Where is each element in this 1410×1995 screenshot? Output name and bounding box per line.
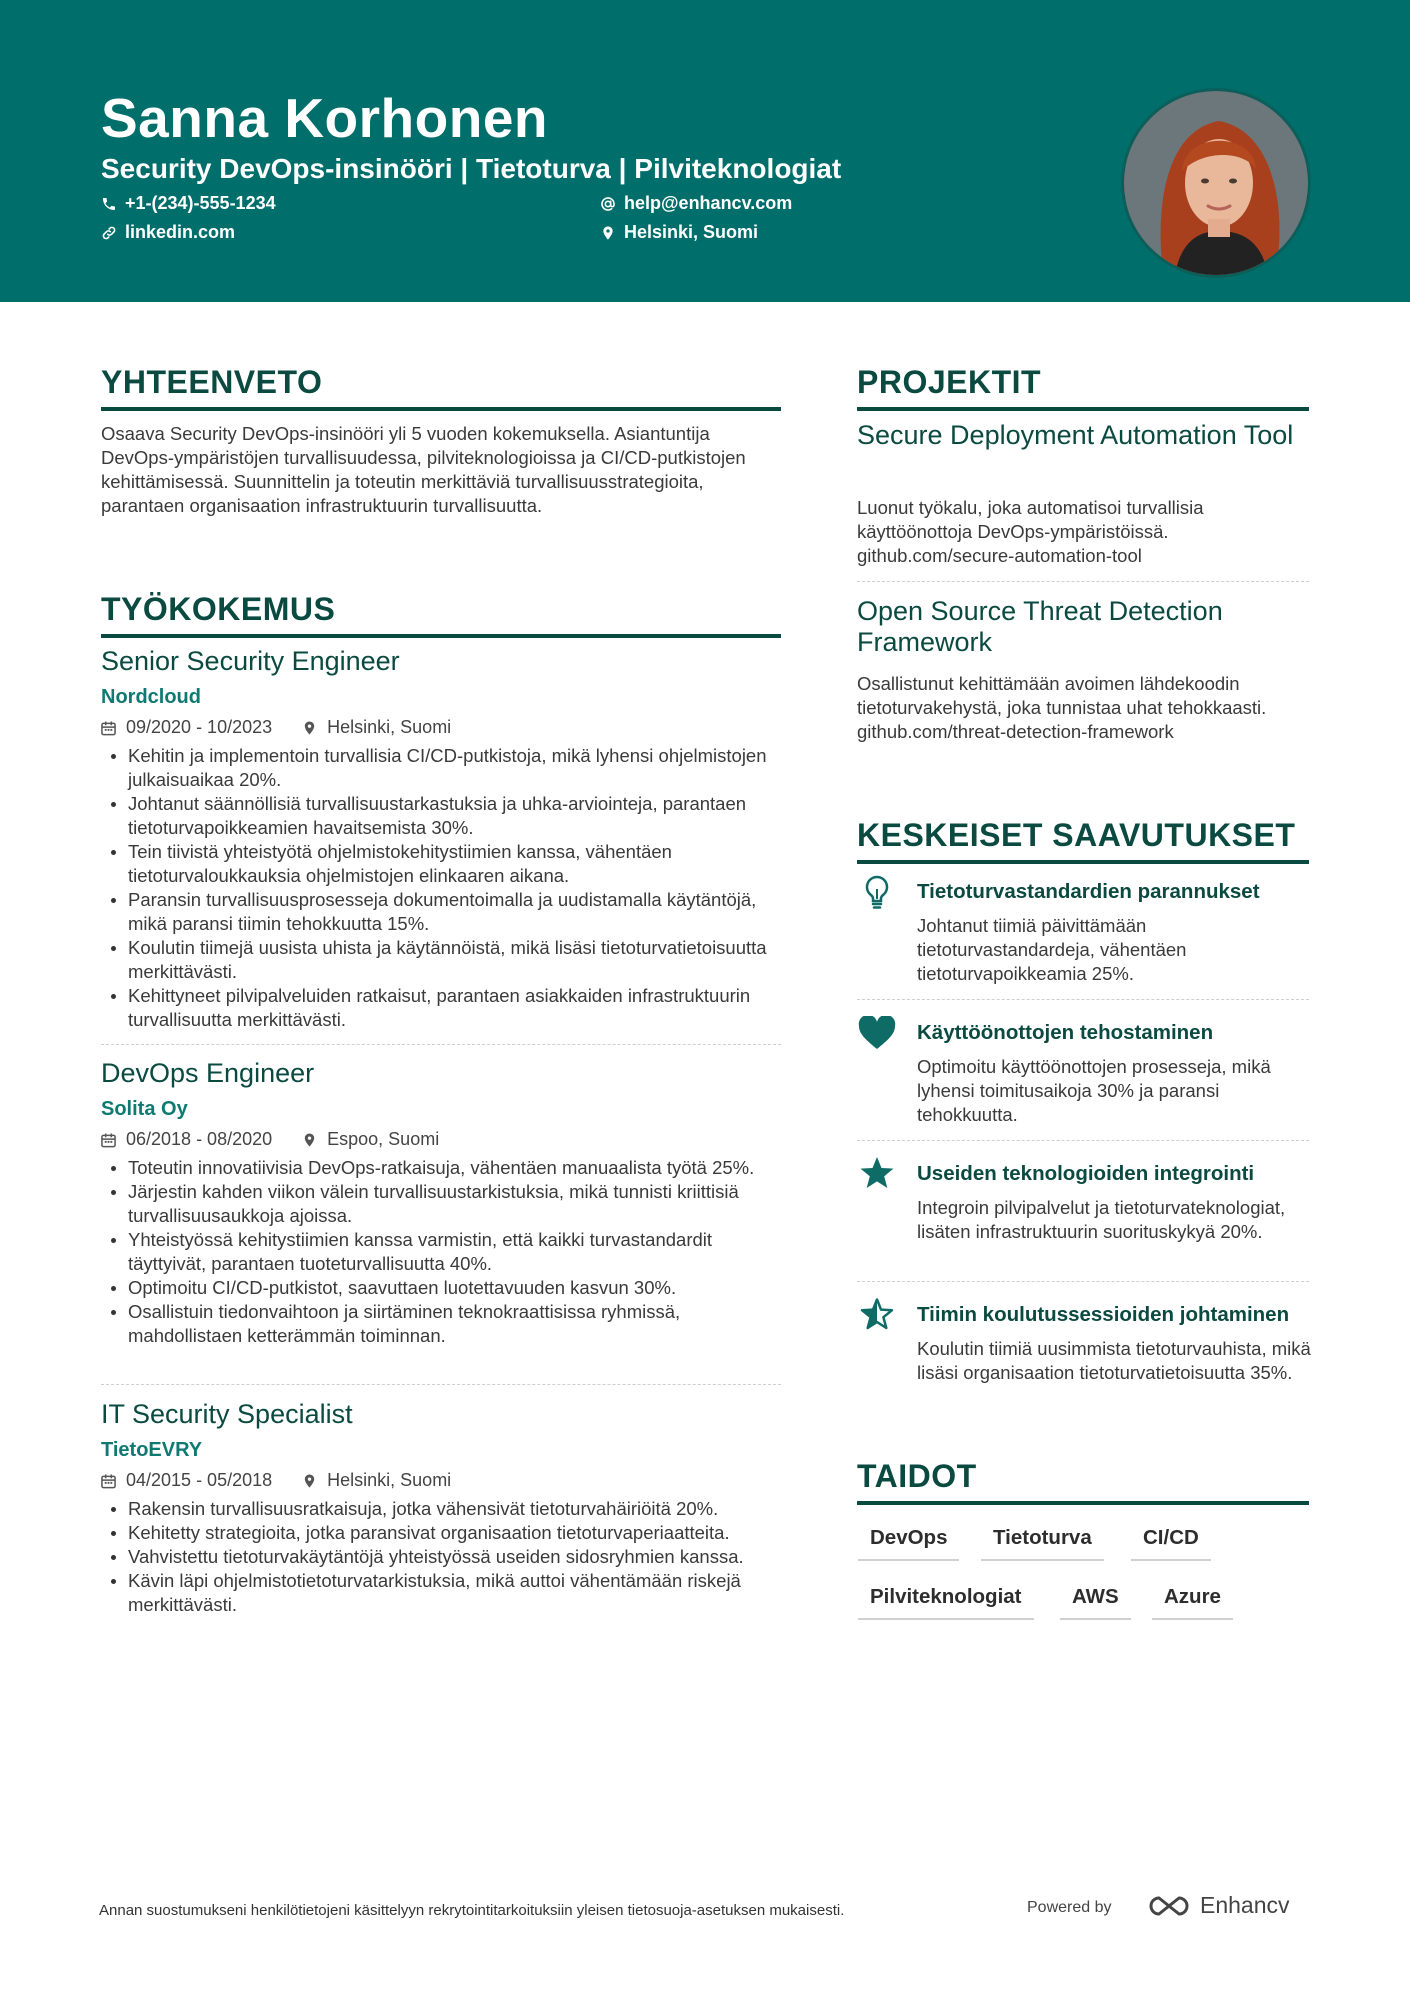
project-title: Secure Deployment Automation Tool <box>857 420 1294 450</box>
list-item: Järjestin kahden viikon välein turvallisuustarkistuksia, mikä tunnisti kriittisiä turvallisuusaukkoja ajoissa. <box>101 1180 781 1228</box>
candidate-name: Sanna Korhonen <box>101 87 549 149</box>
achievement-title: Useiden teknologioiden integrointi <box>917 1162 1255 1185</box>
star-icon <box>857 1156 897 1194</box>
job-bullets <box>101 744 781 1032</box>
achievement-title: Tietoturvastandardien parannukset <box>917 880 1260 903</box>
job-meta <box>101 1129 439 1150</box>
divider <box>857 1281 1309 1282</box>
divider <box>857 999 1309 1000</box>
skill-tag: Tietoturva <box>981 1526 1104 1561</box>
phone-text: +1-(234)-555-1234 <box>125 193 276 213</box>
contact-phone[interactable] <box>101 193 276 214</box>
job-location: Espoo, Suomi <box>302 1129 439 1150</box>
summary-text: Osaava Security DevOps-insinööri yli 5 vuoden kokemuksella. Asiantuntija DevOps-ympäristöjen turvallisuudessa, pilviteknologioissa ja CI/CD-putkistojen kehittämisessä. Suunnittelin ja toteutin merkittäviä turvallisuusstrategioita, parantaen organisaation infrastruktuurin turvallisuutta. <box>101 423 746 516</box>
achievement-title: Tiimin koulutussessioiden johtaminen <box>917 1303 1290 1326</box>
contact-email[interactable] <box>600 193 792 214</box>
skill-tag: AWS <box>1060 1585 1131 1620</box>
list-item: Yhteistyössä kehitystiimien kanssa varmistin, että kaikki turvastandardit täyttyivät, parantaen tuoteturvallisuutta 40%. <box>101 1228 781 1276</box>
divider <box>101 1044 781 1045</box>
company-name: Nordcloud <box>101 686 201 708</box>
experience-heading: TYÖKOKEMUS <box>101 591 781 638</box>
lightbulb-icon <box>857 875 897 913</box>
list-item: Johtanut säännöllisiä turvallisuustarkastuksia ja uhka-arviointeja, parantaen tietoturvapoikkeamien havaitsemista 30%. <box>101 792 781 840</box>
list-item: Kävin läpi ohjelmistotietoturvatarkistuksia, mikä auttoi vähentämään riskejä merkittävästi. <box>101 1569 781 1617</box>
profile-photo <box>1121 88 1311 278</box>
achievement-title: Käyttöönottojen tehostaminen <box>917 1021 1214 1044</box>
job-dates: 04/2015 - 05/2018 <box>126 1470 273 1490</box>
job-meta <box>101 717 451 738</box>
star-outline-icon <box>857 1297 897 1335</box>
brand-logo[interactable] <box>1146 1892 1290 1919</box>
achievement-description: Johtanut tiimiä päivittämään tietoturvastandardeja, vähentäen tietoturvapoikkeamia 25%. <box>917 915 1187 984</box>
list-item: Kehittyneet pilvipalveluiden ratkaisut, parantaen asiakkaiden infrastruktuurin turvallisuutta merkittävästi. <box>101 984 781 1032</box>
skill-tag: Azure <box>1152 1585 1233 1620</box>
location-pin-icon <box>302 720 317 736</box>
list-item: Toteutin innovatiivisia DevOps-ratkaisuja, vähentäen manuaalista työtä 25%. <box>101 1156 781 1180</box>
project-title: Open Source Threat Detection Framework <box>857 596 1223 657</box>
divider <box>857 581 1309 582</box>
email-text: help@enhancv.com <box>624 193 793 213</box>
achievement-description: Integroin pilvipalvelut ja tietoturvateknologiat, lisäten infrastruktuurin suorituskykyä 20%. <box>917 1197 1286 1242</box>
powered-by-label: Powered by <box>1027 1899 1112 1916</box>
enhancv-logo-icon <box>1146 1893 1192 1919</box>
list-item: Kehitetty strategioita, jotka paransivat organisaation tietoturvaperiaatteita. <box>101 1521 781 1545</box>
project-description: Luonut työkalu, joka automatisoi turvallisia käyttöönottoja DevOps-ympäristöissä. github.com/secure-automation-tool <box>857 497 1204 566</box>
achievements-heading: KESKEISET SAAVUTUKSET <box>857 817 1309 864</box>
list-item: Tein tiivistä yhteistyötä ohjelmistokehitystiimien kanssa, vähentäen tietoturvaloukkauksia ohjelmistojen elinkaaren aikana. <box>101 840 781 888</box>
company-name: Solita Oy <box>101 1098 188 1120</box>
list-item: Kehitin ja implementoin turvallisia CI/CD-putkistoja, mikä lyhensi ohjelmistojen julkaisuaikaa 20%. <box>101 744 781 792</box>
job-title: IT Security Specialist <box>101 1399 353 1429</box>
location-pin-icon <box>600 225 616 241</box>
calendar-icon <box>101 1473 116 1489</box>
calendar-icon <box>101 720 116 736</box>
heart-icon <box>857 1016 897 1054</box>
divider <box>101 1384 781 1385</box>
list-item: Rakensin turvallisuusratkaisuja, jotka vähensivät tietoturvahäiriöitä 20%. <box>101 1497 781 1521</box>
phone-icon <box>101 196 117 212</box>
link-icon <box>101 225 117 241</box>
summary-heading: YHTEENVETO <box>101 364 781 411</box>
calendar-icon <box>101 1132 116 1148</box>
list-item: Koulutin tiimejä uusista uhista ja käytännöistä, mikä lisäsi tietoturvatietoisuutta merkittävästi. <box>101 936 781 984</box>
contact-location <box>600 222 758 243</box>
linkedin-text: linkedin.com <box>125 222 236 242</box>
achievement-description: Optimoitu käyttöönottojen prosesseja, mikä lyhensi toimitusaikoja 30% ja paransi tehokkuutta. <box>917 1056 1271 1125</box>
achievement-description: Koulutin tiimiä uusimmista tietoturvauhista, mikä lisäsi organisaation tietoturvatietoisuutta 35%. <box>917 1338 1311 1383</box>
list-item: Osallistuin tiedonvaihtoon ja siirtäminen teknokraattisissa ryhmissä, mahdollistaen ketterämmän toiminnan. <box>101 1300 781 1348</box>
location-pin-icon <box>302 1132 317 1148</box>
job-location: Helsinki, Suomi <box>302 717 451 738</box>
headline: Security DevOps-insinööri | Tietoturva | Pilviteknologiat <box>101 153 842 184</box>
list-item: Paransin turvallisuusprosesseja dokumentoimalla ja uudistamalla käytäntöjä, mikä paransi tiimin tehokkuutta 15%. <box>101 888 781 936</box>
job-bullets <box>101 1497 781 1617</box>
company-name: TietoEVRY <box>101 1439 203 1461</box>
job-location: Helsinki, Suomi <box>302 1470 451 1491</box>
job-meta <box>101 1470 451 1491</box>
divider <box>857 1140 1309 1141</box>
consent-note: Annan suostumukseni henkilötietojeni käsittelyyn rekrytointitarkoituksiin yleisen tietosuoja-asetuksen mukaisesti. <box>99 1902 845 1919</box>
job-title: DevOps Engineer <box>101 1058 315 1088</box>
location-pin-icon <box>302 1473 317 1489</box>
skill-tag: CI/CD <box>1131 1526 1211 1561</box>
contact-linkedin[interactable] <box>101 222 235 243</box>
list-item: Optimoitu CI/CD-putkistot, saavuttaen luotettavuuden kasvun 30%. <box>101 1276 781 1300</box>
skill-tag: DevOps <box>858 1526 959 1561</box>
at-icon <box>600 196 616 212</box>
list-item: Vahvistettu tietoturvakäytäntöjä yhteistyössä useiden sidosryhmien kanssa. <box>101 1545 781 1569</box>
job-dates: 09/2020 - 10/2023 <box>126 717 273 737</box>
brand-name: Enhancv <box>1200 1892 1290 1918</box>
skill-tag: Pilviteknologiat <box>858 1585 1034 1620</box>
project-description: Osallistunut kehittämään avoimen lähdekoodin tietoturvakehystä, joka tunnistaa uhat tehokkaasti. github.com/threat-detection-framework <box>857 673 1267 742</box>
header-banner <box>0 0 1410 302</box>
job-title: Senior Security Engineer <box>101 646 400 676</box>
location-text: Helsinki, Suomi <box>624 222 759 242</box>
job-dates: 06/2018 - 08/2020 <box>126 1129 273 1149</box>
job-bullets <box>101 1156 781 1348</box>
projects-heading: PROJEKTIT <box>857 364 1309 411</box>
skills-heading: TAIDOT <box>857 1458 1309 1505</box>
